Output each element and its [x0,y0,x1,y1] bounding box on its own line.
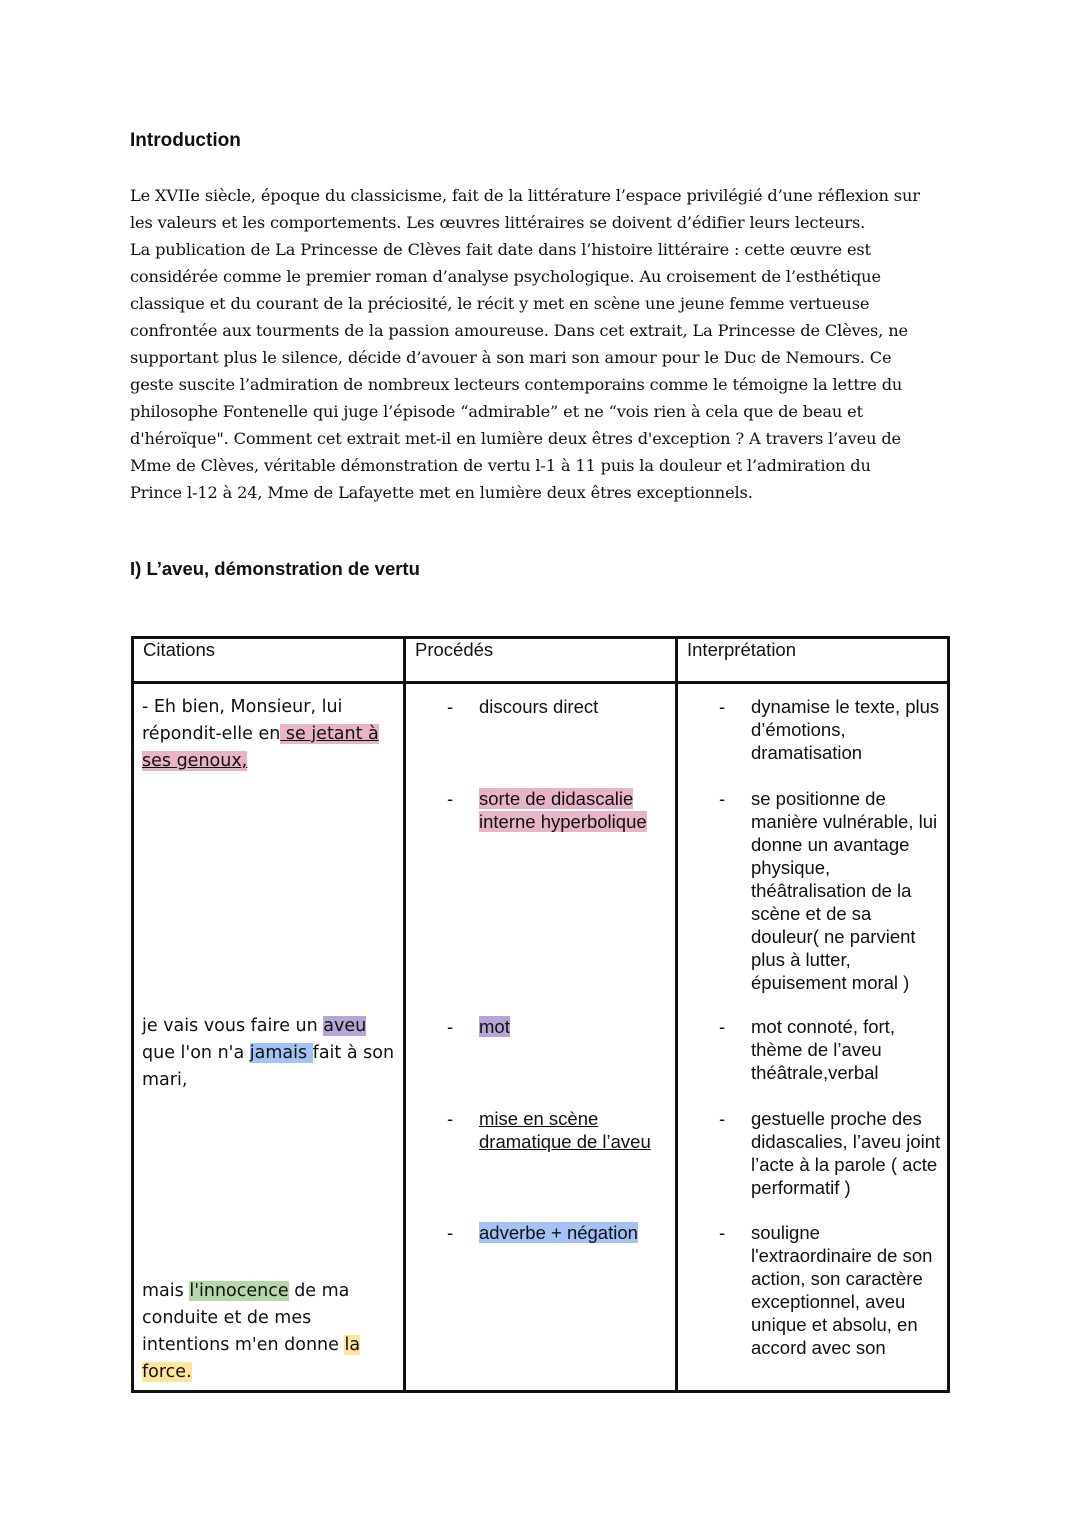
table-row [133,683,949,1392]
citation-text: - Eh bien, Monsieur, lui répondit-elle en [142,697,343,744]
introduction-paragraph [130,182,960,506]
intro-line: geste suscite l’admiration de nombreux lecteurs contemporains comme le témoigne la lettre du [130,375,903,394]
intro-line: philosophe Fontenelle qui juge l’épisode “admirable” et ne “vois rien à cela que de beau et [130,402,863,421]
header-procedes: Procédés [405,638,677,683]
procede-text [479,1221,669,1244]
citation-text: mais [142,1281,190,1301]
procede-text [479,1015,669,1038]
part-one-heading: I) L’aveu, démonstration de vertu [130,558,420,579]
highlight-blue: jamais [249,1043,313,1063]
intro-line: La publication de La Princesse de Clèves fait date dans l’histoire littéraire : cette œuvre est [130,240,871,259]
intro-line: considérée comme le premier roman d’analyse psychologique. Au croisement de l’esthétique [130,267,881,286]
interpretation-text: gestuelle proche des didascalies, l’aveu joint l’acte à la parole ( acte performatif ) [751,1108,941,1198]
highlight-purple: aveu [323,1016,367,1036]
highlight-blue: adverbe + négation [479,1222,638,1243]
procede-text [479,787,669,833]
table-header-row [133,638,949,683]
interpretation-text: souligne l'extraordinaire de son action, son caractère exceptionnel, aveu unique et absolu, en accord avec son [751,1222,933,1358]
highlight-green: l'innocence [189,1281,289,1301]
intro-line: Prince l-12 à 24, Mme de Lafayette met en lumière deux êtres exceptionnels. [130,483,753,502]
bullet-dash: - [719,788,726,809]
intro-line: confrontée aux tourments de la passion amoureuse. Dans cet extrait, La Princesse de Clèves, ne [130,321,908,340]
bullet-dash: - [447,1222,454,1243]
bullet-dash: - [719,1108,726,1129]
highlight-pink: se jetant à ses genoux, [142,724,379,771]
procede-text: discours direct [479,696,599,717]
bullet-dash: - [447,788,454,809]
highlight-pink: sorte de didascalie interne hyperbolique [479,788,647,832]
citation-1 [142,694,397,775]
interpretation-text: se positionne de manière vulnérable, lui donne un avantage physique, théâtralisation de la scène et de sa douleur( ne parvient plus à lutter, épuisement moral ) [751,788,938,993]
bullet-dash: - [719,1222,726,1243]
highlight-yellow: la force. [142,1335,361,1382]
interpretation-text: dynamise le texte, plus d’émotions, dramatisation [751,696,940,763]
intro-line: supportant plus le silence, décide d’avouer à son mari son amour pour le Duc de Nemours. Ce [130,348,892,367]
intro-line: Le XVIIe siècle, époque du classicisme, fait de la littérature l’espace privilégié d’une réflexion sur [130,186,920,205]
header-interpretation: Interprétation [677,638,949,683]
interpretation-column [677,683,949,1392]
citations-column [133,683,405,1392]
bullet-dash: - [447,1108,454,1129]
introduction-heading: Introduction [130,130,241,151]
citation-text: de ma conduite et de mes intentions m'en donne [142,1281,350,1355]
procedes-column [405,683,677,1392]
analysis-table [131,636,950,1393]
intro-line: classique et du courant de la préciosité, le récit y met en scène une jeune femme vertueuse [130,294,870,313]
citation-2 [142,1013,397,1094]
interpretation-text: mot connoté, fort, thème de l’aveu théâtrale,verbal [751,1016,895,1083]
citation-3 [142,1278,397,1386]
highlight-purple: mot [479,1016,510,1037]
citation-text: fait à son mari, [142,1043,395,1090]
bullet-dash: - [447,696,454,717]
citation-text: que l'on n'a [142,1043,250,1063]
intro-line: d'héroïque". Comment cet extrait met-il en lumière deux êtres d'exception ? A travers l’aveu de [130,429,901,448]
procede-text: mise en scène dramatique de l’aveu [479,1108,651,1152]
bullet-dash: - [447,1016,454,1037]
intro-line: Mme de Clèves, véritable démonstration de vertu l-1 à 11 puis la douleur et l’admiration du [130,456,871,475]
bullet-dash: - [719,696,726,717]
header-citations: Citations [133,638,405,683]
bullet-dash: - [719,1016,726,1037]
citation-text: je vais vous faire un [142,1016,324,1036]
intro-line: les valeurs et les comportements. Les œuvres littéraires se doivent d’édifier leurs lecteurs. [130,213,866,232]
